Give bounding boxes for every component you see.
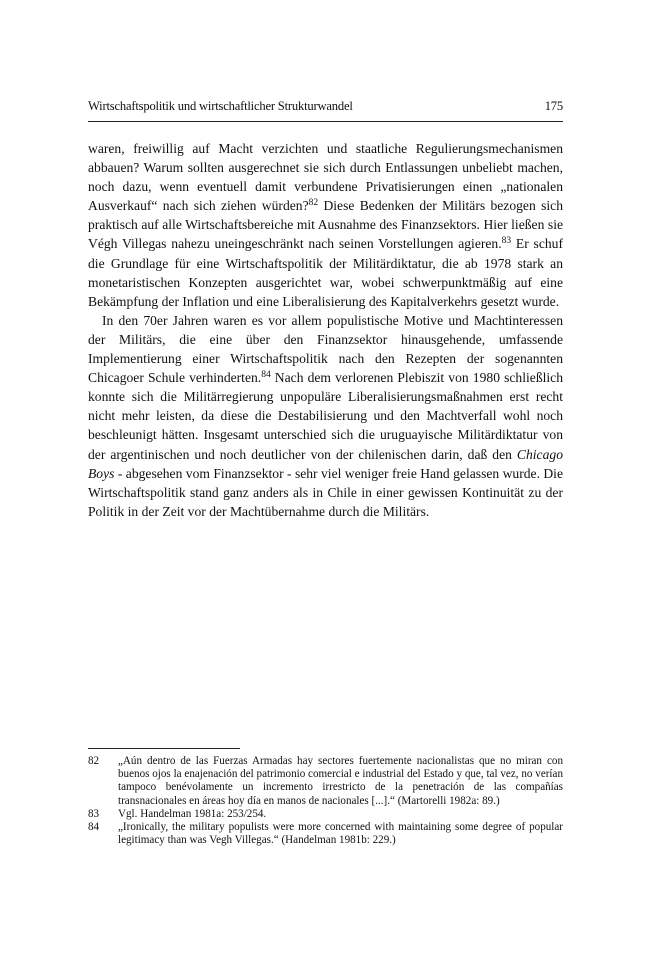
footnote-divider (88, 748, 240, 749)
text-span: - abgesehen vom Finanzsektor - sehr viel weniger freie Hand gelassen wurde. Die Wirtschaftspolitik stand ganz anders als in Chile in einer gewissen Kontinuität zu der Politik in der Zeit vor der Machtübernahme durch die Militärs. (88, 465, 563, 519)
footnote-text: „Aún dentro de las Fuerzas Armadas hay sectores fuertemente nacionalistas que no miran con buenos ojos la enajenación del patrimonio comercial e industrial del Estado y que, tal vez, no verían tampoco benévolamente un incremento irrestricto de la penetración de las compañías transnacionales en áreas hoy día en manos de nacionales [...].“ (Martorelli 1982a: 89.) (118, 755, 563, 807)
page-number: 175 (544, 99, 563, 113)
footnote-ref-84: 84 (261, 370, 271, 381)
running-header (88, 98, 563, 114)
footnote-ref-83: 83 (501, 236, 512, 247)
footnote-text: „Ironically, the military populists were more concerned with maintaining some degree of popular legitimacy than was Vegh Villegas.“ (Handelman 1981b: 229.) (118, 821, 563, 847)
footnote-number: 83 (88, 807, 100, 820)
paragraph-1 (88, 139, 563, 311)
footnotes (88, 755, 563, 847)
footnote-number: 82 (88, 755, 100, 767)
book-page (88, 0, 563, 965)
footnote-84 (88, 821, 563, 847)
footnote-text: Vgl. Handelman 1981a: 253/254. (118, 807, 267, 820)
text-span: waren, freiwillig auf Macht verzichten und staatliche Regulierungsmechanismen abbauen? Warum sollten ausgerechnet sie sich durch Entlassungen unbeliebt machen, noch dazu, wenn eventuell damit verbundene Privatisierungen einen „nationalen Ausverkauf“ nach sich ziehen würden? (88, 141, 563, 214)
text-span: Nach dem verlorenen Plebiszit von 1980 schließlich konnte sich die Militärregierung unpopuläre Liberalisierungsmaßnahmen erst recht nicht mehr leisten, da diese die Destabilisierung und den Machtverfall wohl noch beschleunigt hätten. Insgesamt unterschied sich die uruguayische Militärdiktatur von der argentinischen und noch deutlicher von der chilenischen darin, daß den (88, 370, 563, 462)
text-span: Diese Bedenken der Militärs bezogen sich praktisch auf alle Wirtschaftsbereiche mit Ausnahme des Finanzsektors. Hier ließen sie Végh Villegas nahezu uneingeschränkt nach seinen Vorstellungen agieren. (88, 198, 563, 252)
main-text (88, 139, 563, 521)
header-divider (88, 121, 563, 122)
running-title: Wirtschaftspolitik und wirtschaftlicher Strukturwandel (88, 99, 353, 113)
footnote-82 (88, 755, 563, 808)
emphasis-chicago-boys: Chicago Boys (88, 446, 563, 481)
text-span: In den 70er Jahren waren es vor allem populistische Motive und Machtinteressen der Militärs, die eine über den Finanzsektor hinausgehende, umfassende Implementierung einer Wirtschaftspolitik nach den Rezepten der sogenannten Chicagoer Schule verhinderten. (88, 312, 563, 386)
footnote-83 (88, 808, 563, 821)
paragraph-2 (88, 311, 563, 521)
footnote-ref-82: 82 (308, 198, 319, 209)
footnote-number: 84 (88, 821, 100, 834)
text-span: Er schuf die Grundlage für eine Wirtschaftspolitik der Militärdiktatur, die ab 1978 stark an monetaristischen Konzepten ausgerichtet war, wobei schwerpunktmäßig auf eine Bekämpfung der Inflation und eine Liberalisierung des Kapitalverkehrs gesetzt wurde. (88, 236, 563, 309)
